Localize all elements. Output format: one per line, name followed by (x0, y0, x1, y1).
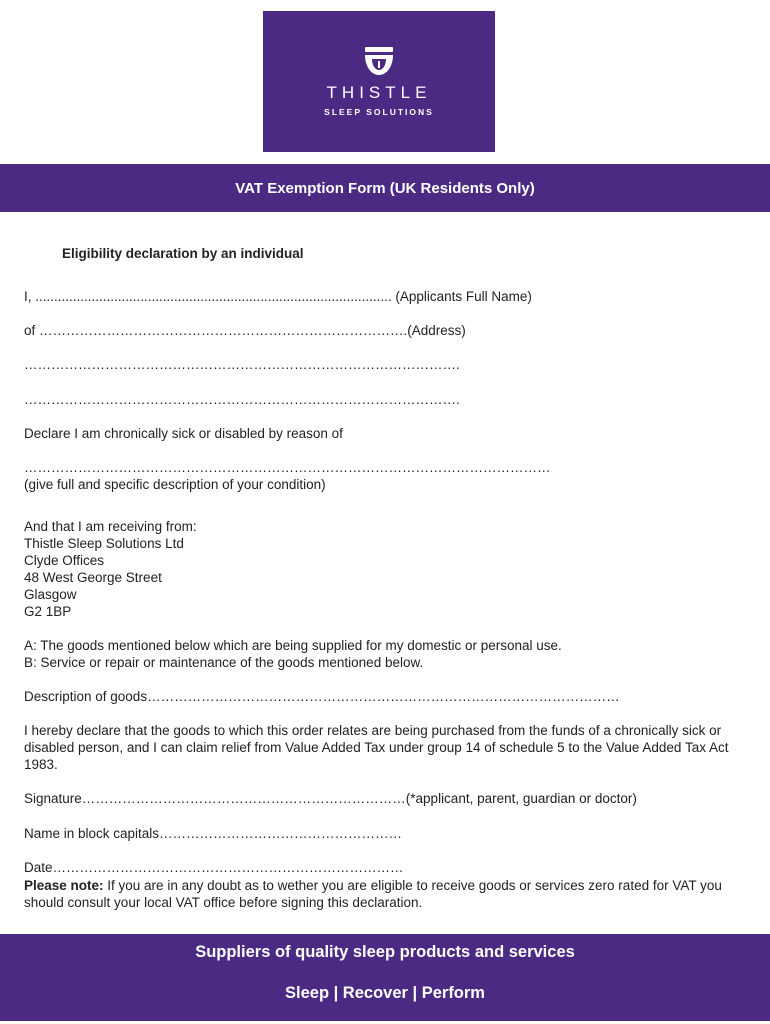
address-line: 48 West George Street (24, 570, 162, 585)
note-label: Please note: (24, 878, 104, 893)
option-b: B: Service or repair or maintenance of the goods mentioned below. (24, 655, 424, 670)
footer-banner (0, 934, 770, 1021)
footer-motto: Sleep | Recover | Perform (285, 984, 485, 1002)
condition-hint: (give full and specific description of your condition) (24, 477, 326, 492)
logo-title: THISTLE (326, 83, 432, 102)
declaration-paragraph: I hereby declare that the goods to which this order relates are being purchased from the funds of a chronically sick or disabled person, and I can claim relief from Value Added Tax under group 14 of schedule 5 to the Value Added Tax Act 1983. (24, 723, 729, 772)
logo-subtitle: SLEEP SOLUTIONS (324, 107, 434, 117)
section-heading: Eligibility declaration by an individual (62, 246, 304, 261)
goods-description-field: Description of goods…………………………………………………………………………………………… (24, 689, 620, 704)
declare-statement: Declare I am chronically sick or disabled by reason of (24, 426, 343, 441)
block-capitals-name-field: Name in block capitals……………………………………………… (24, 826, 403, 841)
form-title-bar (0, 164, 770, 212)
date-field: Date…………………………………………………………………… (24, 860, 404, 875)
postcode: G2 1BP (24, 604, 72, 619)
address-field: of ……………………………………………………………………….(Address) (24, 323, 466, 338)
address-continuation-2: ……………………………………………………………………………………. (24, 392, 460, 407)
company-name: Thistle Sleep Solutions Ltd (24, 536, 184, 551)
company-logo (263, 11, 495, 152)
note-text: If you are in any doubt as to wether you are eligible to receive goods or services zero rated for VAT you should consult your local VAT office before signing this declaration. (24, 878, 722, 910)
condition-field: ……………………………………………………………………………………………………… (24, 460, 551, 475)
address-line: Clyde Offices (24, 553, 105, 568)
address-line: Glasgow (24, 587, 77, 602)
please-note-paragraph (24, 877, 736, 911)
option-a: A: The goods mentioned below which are being supplied for my domestic or personal use. (24, 638, 562, 653)
signature-field: Signature………………………………………………………………(*applicant, parent, guardian or doctor) (24, 791, 637, 806)
form-title: VAT Exemption Form (UK Residents Only) (235, 179, 535, 197)
receiving-intro: And that I am receiving from: (24, 519, 197, 534)
full-name-field: I, ............................................................................................... (Applicants Full Name) (24, 289, 532, 304)
address-continuation-1: ……………………………………………………………………………………. (24, 357, 460, 372)
footer-tagline: Suppliers of quality sleep products and services (195, 943, 575, 961)
thistle-cup-icon (360, 44, 398, 82)
